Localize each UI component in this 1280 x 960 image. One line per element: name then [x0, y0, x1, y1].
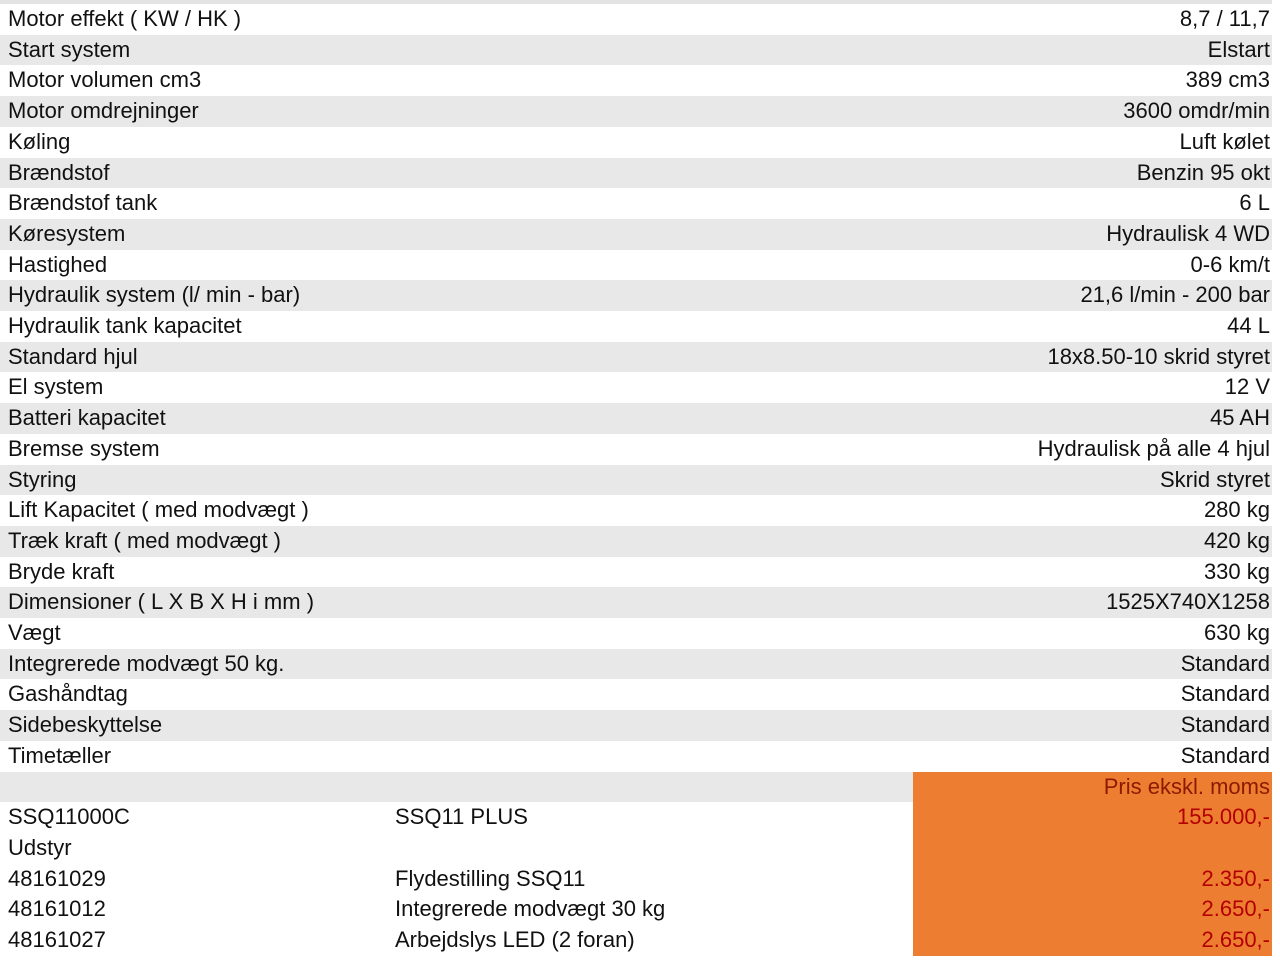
- spec-value: Elstart: [1207, 36, 1270, 62]
- spec-value: 3600 omdr/min: [1123, 98, 1270, 124]
- spec-label: Bryde kraft: [8, 558, 115, 584]
- spec-label: Batteri kapacitet: [8, 405, 166, 431]
- spec-row: [0, 127, 1272, 158]
- equipment-row: [0, 925, 1272, 956]
- spec-value: 6 L: [1239, 190, 1270, 216]
- spec-row: [0, 65, 1272, 96]
- spec-row: [0, 403, 1272, 434]
- spec-row: [0, 649, 1272, 680]
- spec-value: Hydraulisk på alle 4 hjul: [1037, 435, 1270, 461]
- spec-label: Motor volumen cm3: [8, 67, 202, 93]
- product-name: SSQ11 PLUS: [395, 804, 528, 830]
- spec-label: Hydraulik tank kapacitet: [8, 313, 242, 338]
- price-header-label: Pris ekskl. moms: [1103, 773, 1270, 799]
- equipment-row: [0, 894, 1272, 925]
- spec-row: [0, 219, 1272, 250]
- spec-label: Integrerede modvægt 50 kg.: [8, 650, 285, 676]
- spec-value: 420 kg: [1203, 527, 1270, 553]
- spec-row: [0, 96, 1272, 127]
- spec-label: Standard hjul: [8, 343, 138, 369]
- price-column-cell: [913, 833, 1272, 864]
- spec-label: Motor effekt ( KW / HK ): [8, 6, 242, 31]
- spec-label: Motor omdrejninger: [8, 98, 199, 124]
- spec-row: [0, 710, 1272, 741]
- spec-row: [0, 495, 1272, 526]
- spec-value: 330 kg: [1203, 558, 1270, 584]
- spec-row: [0, 250, 1272, 281]
- spec-row: [0, 741, 1272, 772]
- spec-value: 45 AH: [1210, 405, 1270, 431]
- spec-row: [0, 618, 1272, 649]
- spec-label: Dimensioner ( L X B X H i mm ): [8, 589, 315, 615]
- spec-value: Standard: [1180, 650, 1270, 676]
- spec-value: 0-6 km/t: [1190, 251, 1270, 277]
- spec-label: Bremse system: [8, 435, 160, 461]
- equipment-code: 48161012: [8, 896, 106, 922]
- spec-value: Standard: [1180, 712, 1270, 738]
- equipment-name: Flydestilling SSQ11: [395, 865, 586, 891]
- equipment-code: 48161029: [8, 865, 106, 891]
- spec-value: 280 kg: [1203, 497, 1270, 523]
- spec-label: Sidebeskyttelse: [8, 712, 163, 738]
- spec-row: [0, 4, 1272, 35]
- spec-label: Lift Kapacitet ( med modvægt ): [8, 497, 309, 523]
- spec-value: Benzin 95 okt: [1136, 159, 1270, 185]
- equipment-heading-row: [0, 833, 1272, 864]
- price-header-row: [0, 772, 1272, 803]
- spec-label: Styring: [8, 466, 77, 492]
- equipment-code: 48161027: [8, 927, 106, 952]
- spec-label: Timetæller: [8, 742, 112, 768]
- spec-value: 1525X740X1258: [1106, 589, 1270, 615]
- spec-value: 8,7 / 11,7: [1179, 6, 1270, 31]
- spec-row: [0, 557, 1272, 588]
- spec-value: Hydraulisk 4 WD: [1106, 220, 1270, 246]
- spec-value: Standard: [1180, 681, 1270, 707]
- product-code: SSQ11000C: [8, 804, 130, 830]
- spec-row: [0, 311, 1272, 342]
- equipment-name: Arbejdslys LED (2 foran): [395, 927, 635, 952]
- spec-row: [0, 526, 1272, 557]
- spec-value: 18x8.50-10 skrid styret: [1047, 343, 1270, 369]
- spec-label: Hydraulik system (l/ min - bar): [8, 282, 301, 308]
- product-price: 155.000,-: [1177, 804, 1270, 830]
- spec-label: Vægt: [8, 620, 61, 645]
- spec-label: El system: [8, 374, 104, 400]
- spec-label: Gashåndtag: [8, 681, 128, 707]
- spec-row: [0, 280, 1272, 311]
- spec-row: [0, 679, 1272, 710]
- spec-value: 12 V: [1224, 374, 1270, 400]
- equipment-name: Integrerede modvægt 30 kg: [395, 896, 666, 922]
- spec-label: Start system: [8, 36, 131, 62]
- spec-label: Hastighed: [8, 251, 108, 277]
- spec-label: Træk kraft ( med modvægt ): [8, 527, 282, 553]
- spec-row: [0, 188, 1272, 219]
- spec-label: Køling: [8, 128, 71, 154]
- spec-value: 630 kg: [1203, 620, 1270, 645]
- equipment-price: 2.650,-: [1201, 927, 1270, 952]
- spec-row: [0, 35, 1272, 66]
- spec-row: [0, 434, 1272, 465]
- spec-value: Skrid styret: [1159, 466, 1270, 492]
- spec-row: [0, 372, 1272, 403]
- spec-value: 21,6 l/min - 200 bar: [1080, 282, 1270, 308]
- spec-value: 389 cm3: [1185, 67, 1270, 93]
- spec-value: Luft kølet: [1179, 128, 1270, 154]
- equipment-heading: Udstyr: [8, 834, 72, 860]
- spec-label: Brændstof tank: [8, 190, 158, 216]
- spec-row: [0, 158, 1272, 189]
- equipment-price: 2.350,-: [1201, 865, 1270, 891]
- spec-row: [0, 587, 1272, 618]
- spec-row: [0, 465, 1272, 496]
- spec-label: Køresystem: [8, 220, 126, 246]
- spec-row: [0, 342, 1272, 373]
- spec-value: Standard: [1180, 742, 1270, 768]
- equipment-row: [0, 864, 1272, 895]
- spec-label: Brændstof: [8, 159, 110, 185]
- product-row: [0, 802, 1272, 833]
- spec-value: 44 L: [1227, 313, 1270, 338]
- equipment-price: 2.650,-: [1201, 896, 1270, 922]
